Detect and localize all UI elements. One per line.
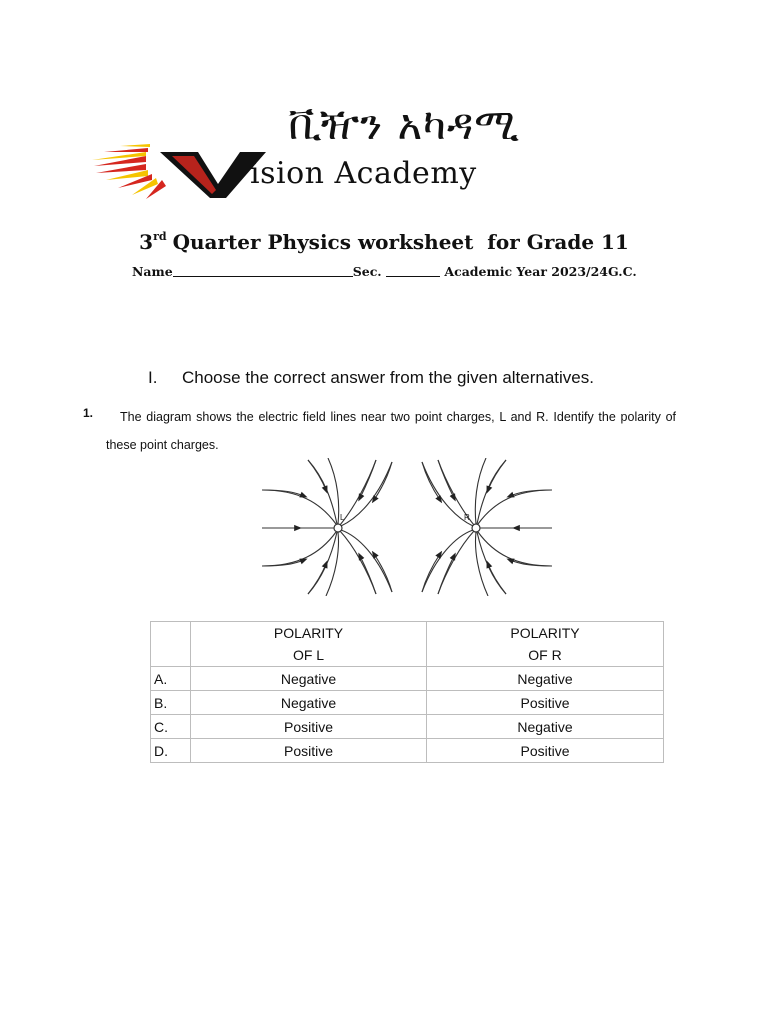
table-header-row xyxy=(151,622,664,667)
section-instruction: Choose the correct answer from the given alternatives. xyxy=(182,368,594,387)
table-row[interactable] xyxy=(151,691,664,715)
header-polarity-r-text: POLARITY OF R xyxy=(510,625,580,663)
worksheet-title xyxy=(0,222,768,257)
academic-year-label: Academic Year 2023/24G.C. xyxy=(444,264,637,279)
table-header-polarity-l xyxy=(191,622,427,667)
polarity-r-cell: Positive xyxy=(427,739,664,763)
sec-blank[interactable] xyxy=(386,264,440,277)
polarity-l-cell: Negative xyxy=(191,667,427,691)
charge-R xyxy=(472,524,480,532)
question-number: 1. xyxy=(83,406,94,420)
logo-amharic-name: ቪዥን አካዳሚ xyxy=(288,100,521,149)
option-letter: A. xyxy=(151,667,191,691)
charge-label-R: R xyxy=(464,513,470,522)
polarity-r-cell: Positive xyxy=(427,691,664,715)
name-blank[interactable] xyxy=(173,264,353,277)
header-polarity-l-text: POLARITY OF L xyxy=(273,625,344,663)
section-number: I. xyxy=(148,368,158,387)
table-row[interactable] xyxy=(151,739,664,763)
polarity-l-cell: Positive xyxy=(191,715,427,739)
title-ordinal-suffix: rd xyxy=(153,230,167,243)
option-letter: B. xyxy=(151,691,191,715)
answer-table xyxy=(150,621,664,763)
option-letter: D. xyxy=(151,739,191,763)
charge-label-L: L xyxy=(340,513,345,522)
polarity-l-cell: Positive xyxy=(191,739,427,763)
student-info-line xyxy=(132,262,637,282)
logo-academy-name: ision Academy xyxy=(250,156,477,191)
sec-label: Sec. xyxy=(352,264,382,279)
table-header-option xyxy=(151,622,191,667)
academy-logo xyxy=(90,100,550,200)
table-row[interactable] xyxy=(151,715,664,739)
electric-field-diagram xyxy=(258,458,556,596)
option-letter: C. xyxy=(151,715,191,739)
title-text: Quarter Physics worksheet for Grade 11 xyxy=(172,230,629,254)
table-header-polarity-r xyxy=(427,622,664,667)
polarity-r-cell: Negative xyxy=(427,667,664,691)
charge-L xyxy=(334,524,342,532)
title-ordinal-number: 3 xyxy=(139,230,154,254)
name-label: Name xyxy=(132,264,173,279)
polarity-r-cell: Negative xyxy=(427,715,664,739)
polarity-l-cell: Negative xyxy=(191,691,427,715)
question-text: The diagram shows the electric field lines near two point charges, L and R. Identify the polarity of these point charges. xyxy=(106,410,676,452)
table-row[interactable] xyxy=(151,667,664,691)
section-heading xyxy=(148,364,594,392)
